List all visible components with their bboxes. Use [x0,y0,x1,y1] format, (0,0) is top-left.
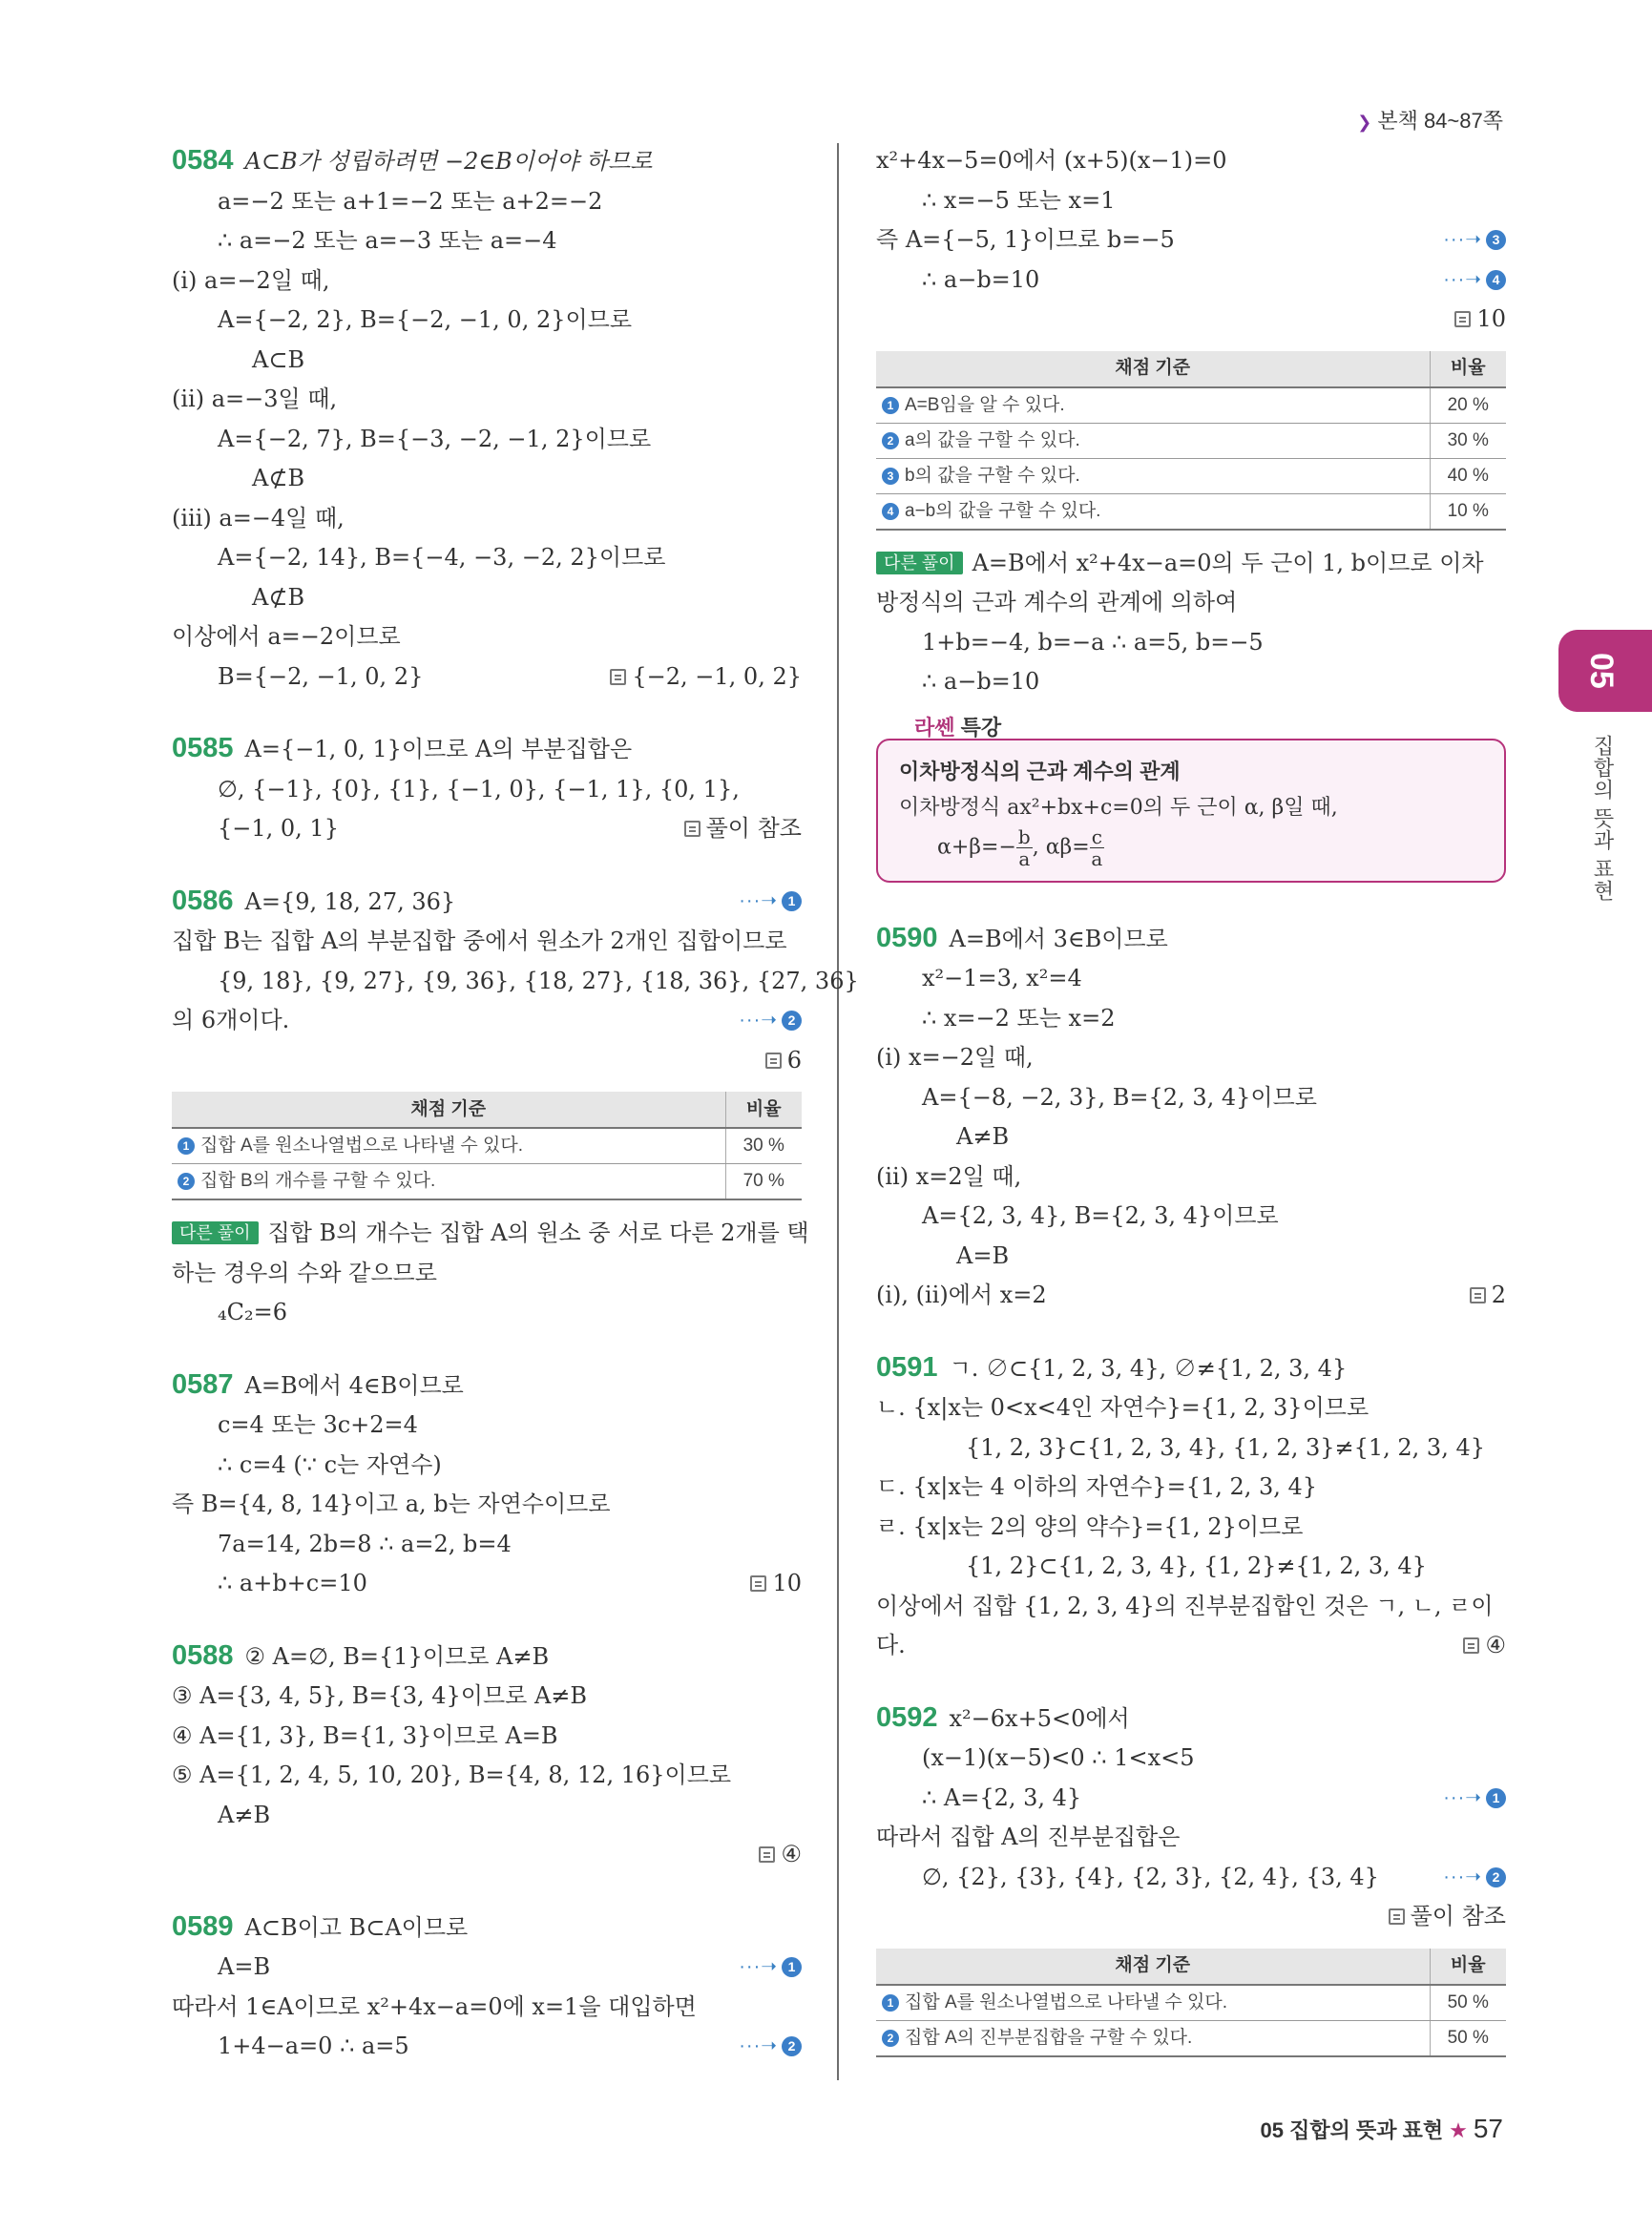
criteria-text: a−b의 값을 구할 수 있다. [905,500,1101,521]
table-header: 채점 기준 [876,1949,1430,1985]
answer-text: 2 [1491,1282,1506,1308]
solution-line: ∴ a−b=10 [922,265,1040,293]
problem-0586 [172,882,859,1333]
solution-line: A={−1, 0, 1}이므로 A의 부분집합은 [244,736,633,762]
answer-icon [1389,1908,1405,1925]
problem-0587 [172,1366,802,1604]
criteria-ratio: 10 % [1430,493,1506,530]
answer [1454,300,1506,340]
criteria-mark: 1 [178,1137,195,1155]
fraction [1090,826,1104,869]
criteria-ratio: 50 % [1430,2020,1506,2056]
book-reference [1357,105,1503,135]
chapter-side-label: 집합의 뜻과 표현 [1591,735,1615,903]
solution-line: ∴ x=−2 또는 x=2 [922,1004,1116,1032]
scoring-table [172,1092,802,1200]
solution-line: ∴ a=−2 또는 a=−3 또는 a=−4 [218,227,557,254]
solution-line: ∴ c=4 (∵ c는 자연수) [218,1450,442,1478]
solution-line: (ⅱ) a=−3일 때, [172,386,338,412]
solution-line: {1, 2, 3}⊂{1, 2, 3, 4}, {1, 2, 3}≠{1, 2, 3, 4} [966,1433,1485,1461]
solution-line: A⊂B이고 B⊂A이므로 [244,1913,469,1941]
problem-number: 0589 [172,1910,234,1942]
solution-line: A=B [218,1953,271,1980]
solution-line: 방정식의 근과 계수의 관계에 의하여 [876,589,1238,615]
solution-line: 다. [876,1632,906,1658]
solution-line: {−1, 0, 1} [218,815,339,842]
solution-line: ② A=∅, B={1}이므로 A≠B [244,1642,550,1670]
criteria-ratio: 30 % [725,1128,802,1164]
table-header: 비율 [725,1092,802,1128]
problem-0592 [876,1699,1506,2057]
problem-number: 0585 [172,733,234,763]
solution-line: 따라서 집합 A의 진부분집합은 [876,1824,1181,1850]
step-marker: ···➝ 2 [1443,1858,1506,1898]
solution-line: {9, 18}, {9, 27}, {9, 36}, {18, 27}, {18, 36}, {27, 36} [218,967,859,994]
solution-line: A≠B [956,1123,1010,1150]
answer-text: 풀이 참조 [1410,1903,1506,1929]
step-number: 2 [782,2036,802,2056]
solution-line: ㄱ. ∅⊂{1, 2, 3, 4}, ∅≠{1, 2, 3, 4} [949,1354,1348,1382]
formula-part: , αβ= [1032,835,1090,859]
criteria-mark: 1 [882,397,899,414]
problem-number: 0590 [876,922,938,953]
chapter-number: 05 [1583,653,1620,689]
answer [759,1835,802,1875]
answer [610,657,802,698]
scoring-table [876,351,1506,531]
step-number: 1 [782,1957,802,1977]
solution-line: 이상에서 집합 {1, 2, 3, 4}의 진부분집합인 것은 ㄱ, ㄴ, ㄹ이 [876,1592,1494,1619]
solution-line: 7a=14, 2b=8 ∴ a=2, b=4 [218,1530,512,1557]
table-row [876,423,1506,458]
criteria-text: A=B임을 알 수 있다. [905,394,1065,415]
problem-0585 [172,729,802,849]
scoring-table [876,1949,1506,2057]
table-row [172,1128,802,1164]
alt-solution-tag: 다른 풀이 [172,1221,259,1244]
problem-number: 0584 [172,145,234,176]
table-row [876,458,1506,493]
answer-icon [1454,311,1471,327]
solution-line: c=4 또는 3c+2=4 [218,1411,418,1438]
answer-text: ④ [1485,1632,1506,1658]
solution-line: A={−2, 14}, B={−4, −3, −2, 2}이므로 [218,544,666,571]
table-row [876,387,1506,424]
page-footer [1261,2114,1503,2144]
solution-line: A=B에서 3∈B이므로 [949,925,1168,952]
problem-0590 [876,919,1506,1316]
criteria-ratio: 50 % [1430,1985,1506,2021]
problem-0588 [172,1637,802,1875]
criteria-text: a의 값을 구할 수 있다. [905,429,1080,450]
solution-line: A=B [956,1241,1010,1269]
step-marker: ···➝ 2 [739,2027,802,2067]
solution-line: A={9, 18, 27, 36} [244,887,456,915]
solution-line: A={−2, 2}, B={−2, −1, 0, 2}이므로 [218,306,633,333]
answer [684,809,802,849]
answer-icon [759,1846,775,1863]
solution-line: (ⅰ) a=−2일 때, [172,266,330,294]
solution-line: B={−2, −1, 0, 2} [218,662,424,690]
solution-line: A⊄B [252,583,305,611]
criteria-ratio: 70 % [725,1164,802,1200]
solution-line: x²+4x−5=0에서 (x+5)(x−1)=0 [876,147,1227,174]
solution-line: A=B에서 4∈B이므로 [244,1371,464,1399]
solution-line: 집합 B는 집합 A의 부분집합 중에서 원소가 2개인 집합이므로 [172,928,787,954]
solution-line: (x−1)(x−5)<0 ∴ 1<x<5 [922,1744,1195,1771]
answer-text: 6 [786,1046,802,1074]
table-header: 채점 기준 [876,351,1430,387]
formula-part: α+β=− [937,835,1016,859]
answer [1389,1897,1506,1937]
left-column [172,141,859,2099]
solution-line: x²−1=3, x²=4 [922,965,1082,991]
step-number: 1 [782,891,802,911]
solution-line: a=−2 또는 a+1=−2 또는 a+2=−2 [218,187,603,215]
criteria-text: 집합 A를 원소나열법으로 나타낼 수 있다. [200,1136,524,1156]
solution-line: A=B에서 x²+4x−a=0의 두 근이 1, b이므로 이차 [972,549,1484,576]
answer [750,1564,802,1604]
table-row [172,1164,802,1200]
solution-line: ③ A={3, 4, 5}, B={3, 4}이므로 A≠B [172,1682,588,1709]
criteria-text: 집합 B의 개수를 구할 수 있다. [200,1171,436,1191]
table-header: 비율 [1430,351,1506,387]
criteria-mark: 2 [178,1173,195,1190]
answer-text: 10 [772,1570,802,1596]
solution-line: ∴ a+b+c=10 [218,1570,367,1596]
criteria-ratio: 20 % [1430,387,1506,424]
solution-line: 1+4−a=0 ∴ a=5 [218,2033,409,2059]
footer-chapter: 05 집합의 뜻과 표현 [1260,2118,1444,2142]
answer [1463,1626,1506,1666]
solution-line: {1, 2}⊂{1, 2, 3, 4}, {1, 2}≠{1, 2, 3, 4} [966,1553,1427,1579]
criteria-text: 집합 A의 진부분집합을 구할 수 있다. [905,2027,1193,2048]
criteria-text: 집합 A를 원소나열법으로 나타낼 수 있다. [905,1991,1228,2012]
criteria-mark: 2 [882,432,899,449]
criteria-mark: 4 [882,503,899,520]
solution-line: 하는 경우의 수와 같으므로 [172,1259,437,1286]
answer-icon [765,1053,782,1069]
criteria-mark: 3 [882,468,899,485]
criteria-text: b의 값을 구할 수 있다. [905,465,1080,486]
answer-icon [750,1575,766,1592]
answer-text: 풀이 참조 [705,815,802,842]
right-column [876,141,1506,2090]
solution-line: ∴ x=−5 또는 x=1 [922,186,1116,214]
step-number: 4 [1486,270,1506,290]
answer-icon [1463,1637,1479,1654]
solution-line: ㄷ. {x|x는 4 이하의 자연수}={1, 2, 3, 4} [876,1473,1318,1500]
solution-line: ∴ a−b=10 [922,668,1040,695]
problem-number: 0591 [876,1351,938,1383]
solution-line: 따라서 1∈A이므로 x²+4x−a=0에 x=1을 대입하면 [172,1992,697,2020]
denominator: a [1091,846,1103,870]
fraction [1016,826,1033,869]
special-tag-brand: 라쎈 [914,715,955,740]
problem-number: 0592 [876,1701,938,1733]
solution-line: A≠B [218,1801,271,1828]
solution-line: ₄C₂=6 [218,1299,287,1325]
special-line: 이차방정식 ax²+bx+c=0의 두 근이 α, β일 때, [899,795,1338,820]
numerator: c [1091,824,1102,848]
numerator: b [1017,824,1031,848]
step-marker: ···➝ 3 [1443,220,1506,261]
step-marker: ···➝ 4 [1443,261,1506,301]
criteria-ratio: 40 % [1430,458,1506,493]
step-number: 3 [1486,230,1506,250]
column-divider [837,143,839,2080]
special-title: 이차방정식의 근과 계수의 관계 [899,759,1181,783]
solution-line: A⊂B [252,345,305,373]
solution-line: A={−2, 7}, B={−3, −2, −1, 2}이므로 [218,425,652,452]
solution-line: A={2, 3, 4}, B={2, 3, 4}이므로 [922,1202,1279,1229]
answer-text: {−2, −1, 0, 2} [632,662,802,690]
answer-icon [1470,1287,1486,1303]
criteria-mark: 2 [882,2030,899,2047]
table-row [876,1985,1506,2021]
answer-text: ④ [781,1841,802,1867]
book-reference-text: 본책 84~87쪽 [1377,109,1503,133]
solution-line: 즉 B={4, 8, 14}이고 a, b는 자연수이므로 [172,1491,611,1517]
answer-icon [610,669,626,685]
alt-solution-tag: 다른 풀이 [876,552,963,574]
solution-line: 이상에서 a=−2이므로 [172,623,401,650]
step-marker: ···➝ 1 [739,1948,802,1988]
step-number: 2 [782,1011,802,1031]
answer [1470,1276,1506,1316]
criteria-ratio: 30 % [1430,423,1506,458]
denominator: a [1018,846,1031,870]
solution-line: ∅, {−1}, {0}, {1}, {−1, 0}, {−1, 1}, {0, 1}, [218,775,740,803]
table-header: 채점 기준 [172,1092,725,1128]
solution-line: A⊂B가 성립하려면 −2∈B이어야 하므로 [244,148,653,175]
solution-line: A⊄B [252,465,305,491]
solution-line: ∴ A={2, 3, 4} [922,1783,1082,1811]
page-number: 57 [1473,2114,1503,2143]
solution-line: ㄴ. {x|x는 0<x<4인 자연수}={1, 2, 3}이므로 [876,1394,1370,1421]
solution-line: (ⅰ) x=−2일 때, [876,1044,1034,1071]
problem-number: 0588 [172,1639,234,1671]
problem-0591 [876,1348,1506,1666]
table-row [876,2020,1506,2056]
table-header: 비율 [1430,1949,1506,1985]
solution-line: 즉 A={−5, 1}이므로 b=−5 [876,226,1175,253]
solution-line: (ⅱ) x=2일 때, [876,1162,1022,1190]
step-marker: ···➝ 2 [739,1001,802,1041]
answer-text: 10 [1476,305,1506,332]
answer [765,1041,802,1081]
table-row [876,493,1506,530]
problem-0589-continued [876,141,1506,883]
criteria-mark: 1 [882,1994,899,2012]
problem-number: 0587 [172,1368,234,1400]
special-lecture-box [876,739,1506,883]
star-icon: ★ [1449,2118,1468,2142]
step-marker: ···➝ 1 [1443,1779,1506,1819]
problem-0584 [172,141,802,697]
step-marker: ···➝ 1 [739,882,802,922]
solution-line: 1+b=−4, b=−a ∴ a=5, b=−5 [922,628,1264,656]
chevron-right-icon: ❯ [1357,113,1372,132]
solution-line: 집합 B의 개수는 집합 A의 원소 중 서로 다른 2개를 택 [267,1220,809,1246]
solution-line: ⑤ A={1, 2, 4, 5, 10, 20}, B={4, 8, 12, 16}이므로 [172,1762,732,1788]
answer-icon [684,821,701,837]
problem-number: 0586 [172,885,234,916]
special-tag-label: 특강 [960,715,1002,740]
chapter-side-tab[interactable] [1558,630,1652,712]
solution-line: (ⅲ) a=−4일 때, [172,504,345,532]
special-lecture-tag [914,708,1506,739]
special-formula [899,826,1483,869]
solution-line: 의 6개이다. [172,1007,290,1033]
solution-line: ④ A={1, 3}, B={1, 3}이므로 A=B [172,1721,558,1749]
solution-line: x²−6x+5<0에서 [949,1704,1130,1732]
solution-line: ㄹ. {x|x는 2의 양의 약수}={1, 2}이므로 [876,1512,1304,1540]
step-number: 1 [1486,1788,1506,1808]
solution-line: A={−8, −2, 3}, B={2, 3, 4}이므로 [922,1083,1317,1111]
step-number: 2 [1486,1867,1506,1887]
solution-line: ∅, {2}, {3}, {4}, {2, 3}, {2, 4}, {3, 4} [922,1863,1379,1890]
solution-line: (ⅰ), (ⅱ)에서 x=2 [876,1282,1047,1308]
problem-0589 [172,1908,802,2067]
